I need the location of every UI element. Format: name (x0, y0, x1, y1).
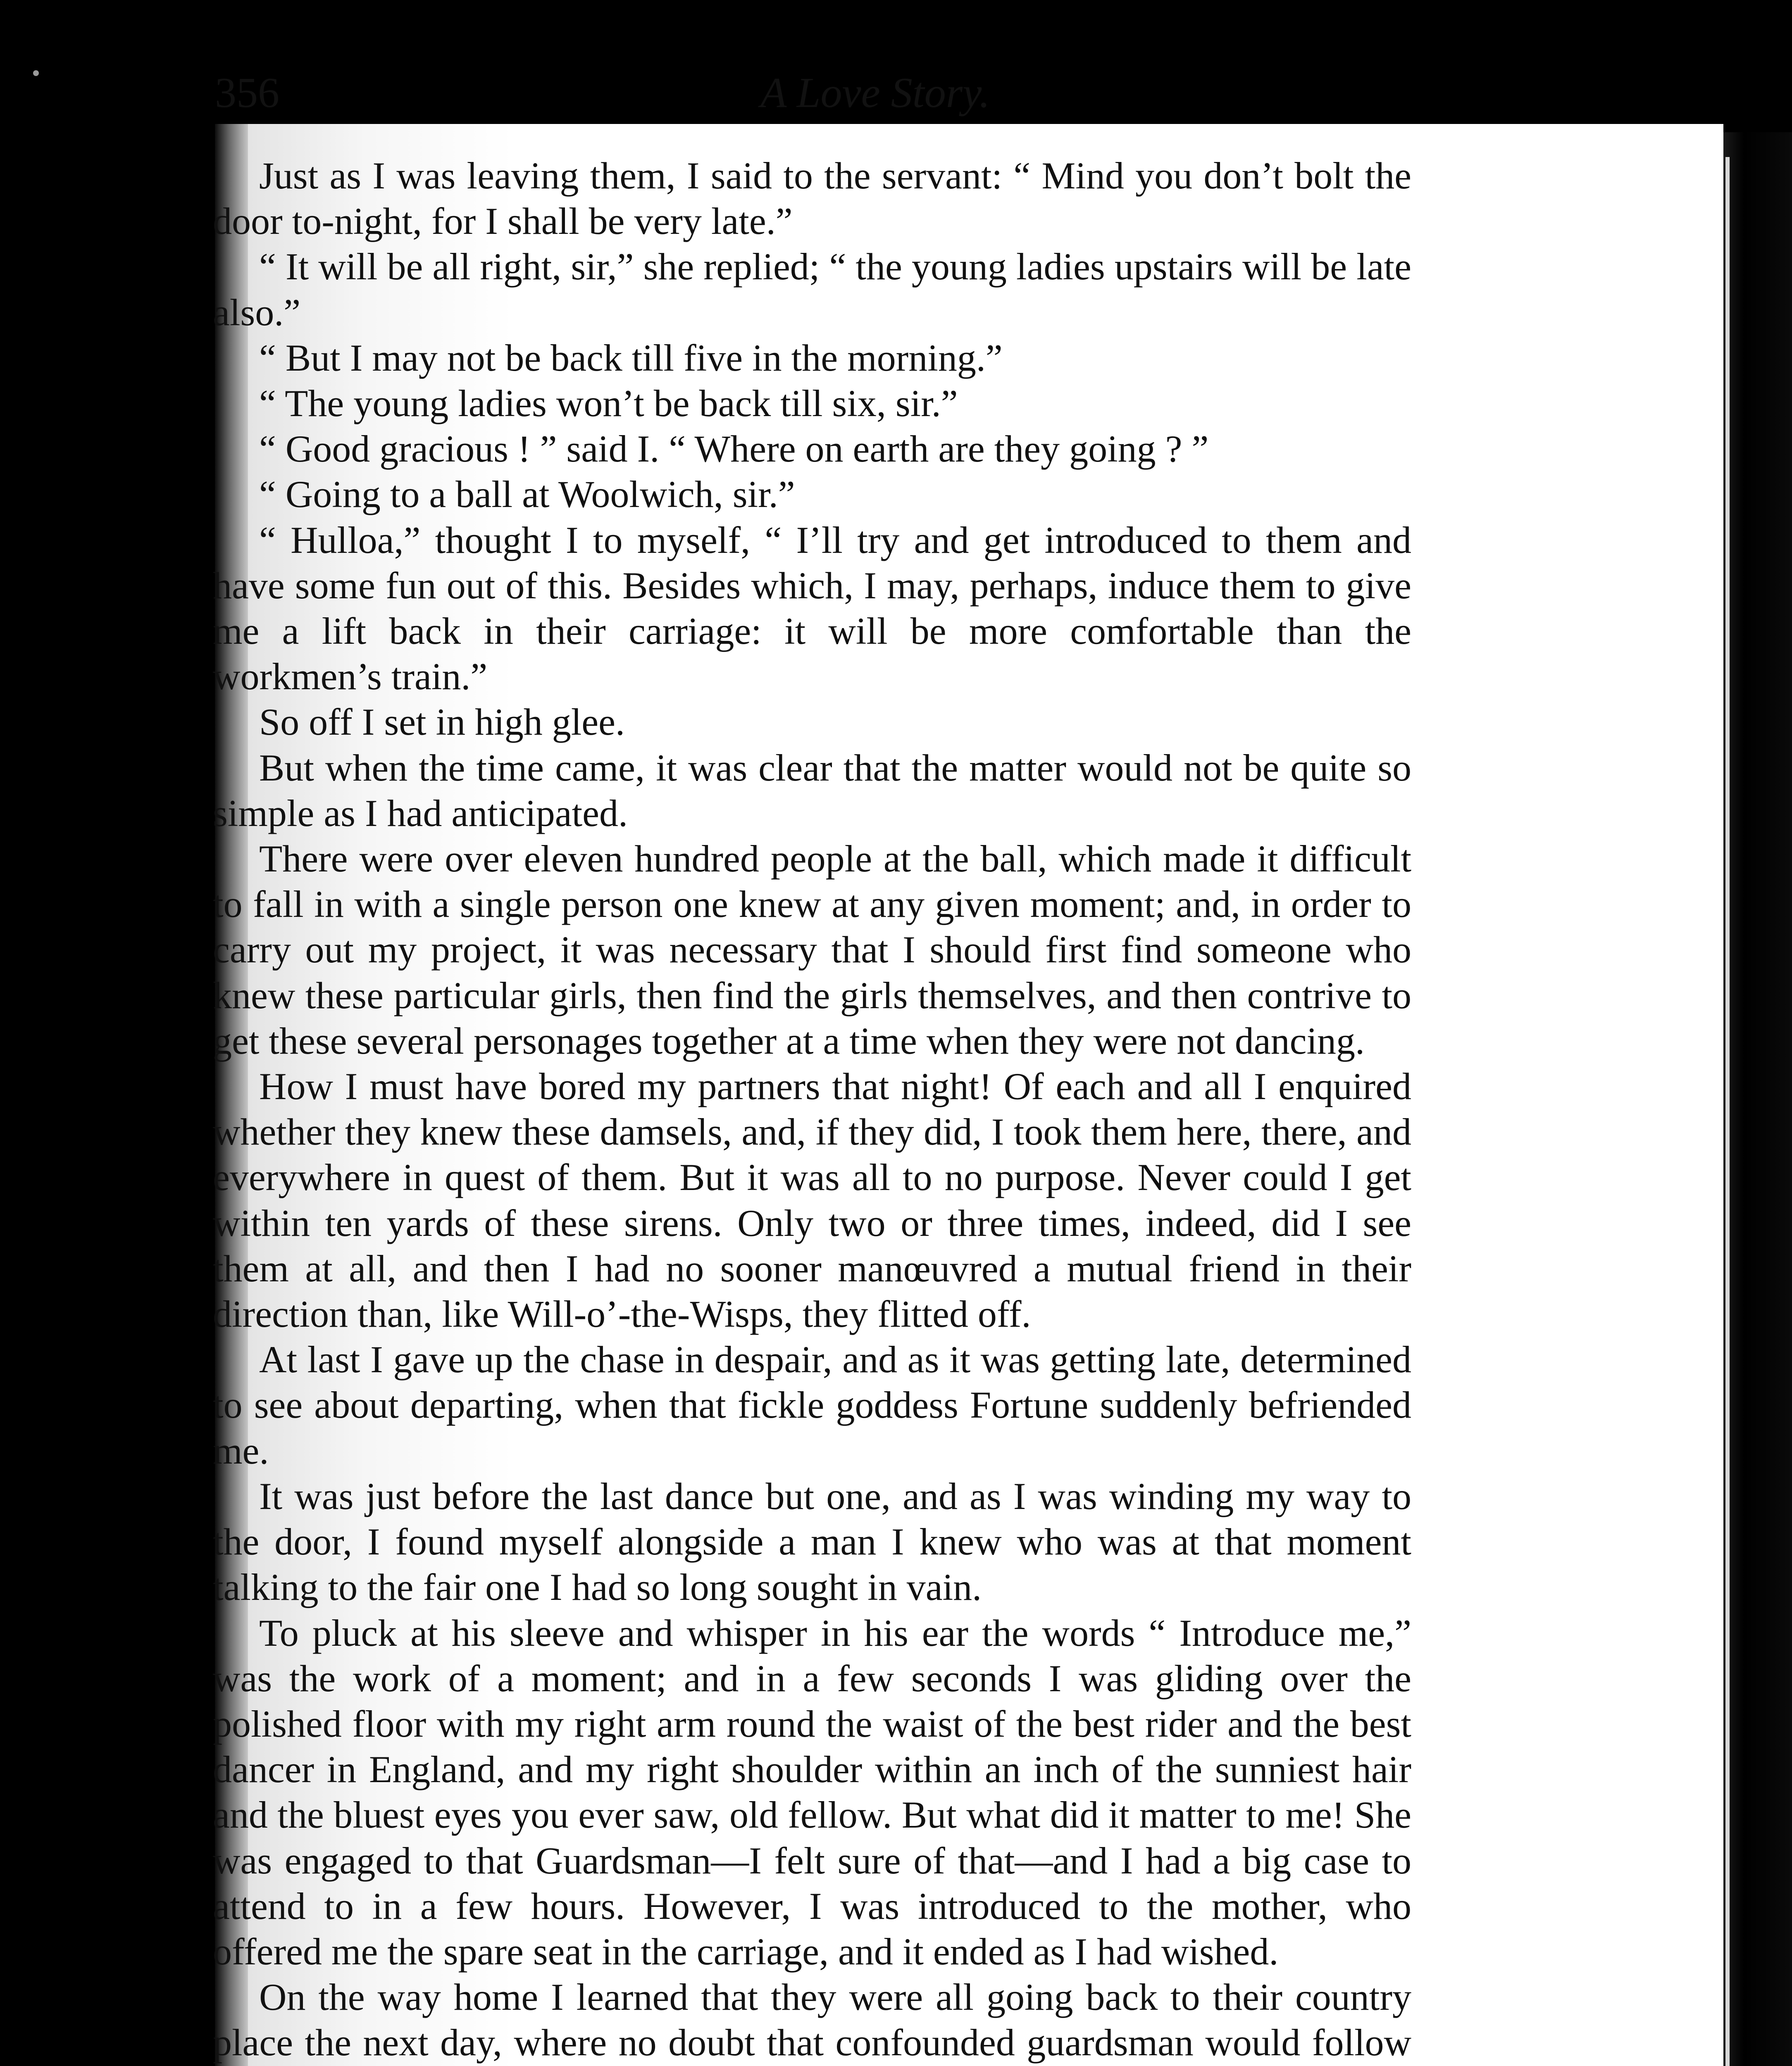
paragraph: “ It will be all right, sir,” she replied; “ the young ladies upstairs will be late also.” (213, 245, 1411, 333)
paragraph: On the way home I learned that they were all going back to their country place the next day, where no doubt that confounded guardsman would follow (213, 1976, 1411, 2064)
paragraph: “ The young ladies won’t be back till six, sir.” (259, 382, 958, 425)
body-text (213, 153, 1411, 2066)
paragraph: “ But I may not be back till five in the morning.” (259, 336, 1003, 379)
paragraph: So off I set in high glee. (259, 701, 625, 743)
paragraph: “ Going to a ball at Woolwich, sir.” (259, 473, 795, 516)
paragraph: Just as I was leaving them, I said to the servant: “ Mind you don’t bolt the door to-night, for I shall be very late.” (213, 155, 1411, 243)
running-title: A Love Story. (760, 69, 990, 117)
paragraph: At last I gave up the chase in despair, and as it was getting late, determined to see about departing, when that fickle goddess Fortune suddenly befriended me. (213, 1338, 1411, 1472)
paragraph: “ Good gracious ! ” said I. “ Where on earth are they going ? ” (259, 428, 1209, 470)
paragraph: But when the time came, it was clear that the matter would not be quite so simple as I had anticipated. (213, 746, 1411, 834)
page-edge-highlight (1725, 157, 1730, 2066)
running-header (215, 68, 1413, 126)
paragraph: There were over eleven hundred people at the ball, which made it difficult to fall in with a single person one knew at any given moment; and, in order to carry out my project, it was necessary that I should first find someone who knew these particular girls, then find the girls themselves, and then contrive to get these several personages together at a time when they were not dancing. (213, 838, 1411, 1062)
page-number: 356 (215, 69, 279, 117)
paragraph: How I must have bored my partners that night! Of each and all I enquired whether they knew these damsels, and, if they did, I took them here, there, and everywhere in quest of them. But it was all to no purpose. Never could I get within ten yards of these sirens. Only two or three times, indeed, did I see them at all, and then I had no sooner manœuvred a mutual friend in their direction than, like Will-o’-the-Wisps, they flitted off. (213, 1065, 1411, 1335)
paragraph: “ Hulloa,” thought I to myself, “ I’ll try and get introduced to them and have some fun out of this. Besides which, I may, perhaps, induce them to give me a lift back in their carriage: it will be more comfortable than the workmen’s train.” (213, 519, 1411, 698)
paragraph: It was just before the last dance but one, and as I was winding my way to the door, I found myself alongside a man I knew who was at that moment talking to the fair one I had so long sought in vain. (213, 1475, 1411, 1609)
paragraph: To pluck at his sleeve and whisper in his ear the words “ Introduce me,” was the work of a moment; and in a few seconds I was gliding over the polished floor with my right arm round the waist of the best rider and the best dancer in England, and my right shoulder within an inch of the sunniest hair and the bluest eyes you ever saw, old fellow. But what did it matter to me! She was engaged to that Guardsman—I felt sure of that—and I had a big case to attend to in a few hours. However, I was introduced to the mother, who offered me the spare seat in the carriage, and it ended as I had wished. (213, 1611, 1411, 1973)
facing-page-edge (1723, 132, 1792, 2066)
dust-speck (33, 70, 39, 76)
